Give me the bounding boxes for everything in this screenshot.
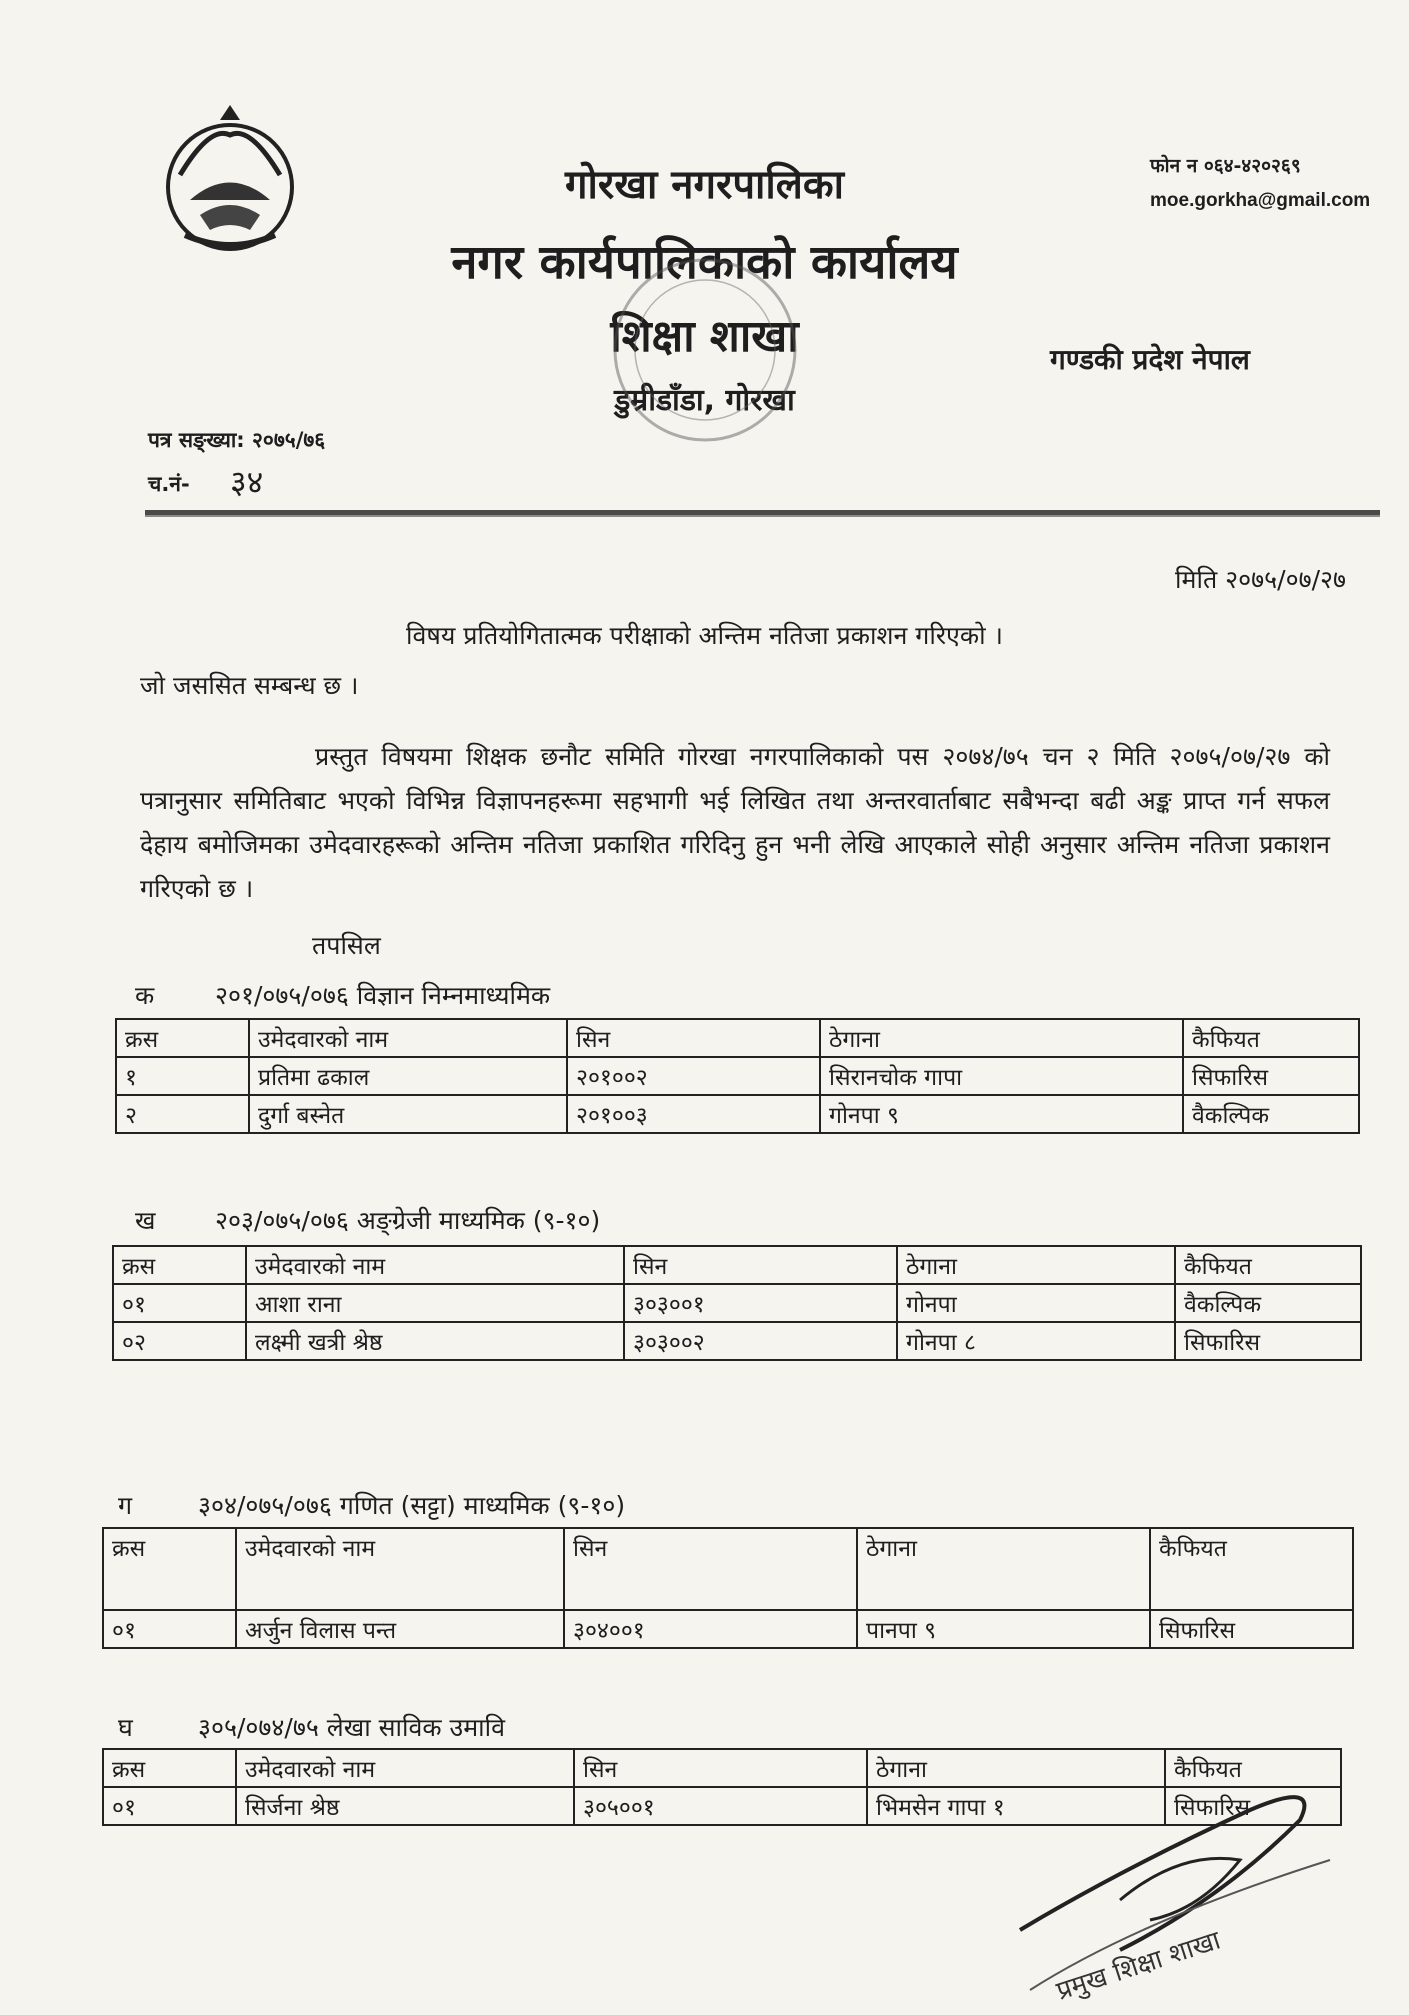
column-header: क्रस: [103, 1749, 236, 1787]
section-letter: घ: [118, 1713, 133, 1742]
chalani-label: च.नं-: [148, 472, 190, 496]
table-row: [113, 1322, 1361, 1360]
cell: २०१००३: [567, 1095, 820, 1133]
section-letter: ग: [118, 1491, 133, 1520]
table-row: [116, 1095, 1359, 1133]
office-title: नगर कार्यपालिकाको कार्यालय: [451, 235, 958, 290]
column-header: सिन: [564, 1528, 857, 1610]
cell: ३०५००१: [574, 1787, 867, 1825]
phone-number: फोन न ०६४-४२०२६९: [1150, 155, 1301, 177]
table-header-row: [113, 1246, 1361, 1284]
column-header: कैफियत: [1150, 1528, 1353, 1610]
cell: गोनपा ९: [820, 1095, 1183, 1133]
section-title: ३०५/०७४/७५ लेखा साविक उमावि: [198, 1713, 506, 1742]
column-header: उमेदवारको नाम: [236, 1528, 564, 1610]
details-heading: तपसिल: [312, 931, 381, 960]
office-location: डुम्रीडाँडा, गोरखा: [614, 383, 795, 418]
cell: लक्ष्मी खत्री श्रेष्ठ: [246, 1322, 624, 1360]
cell: प्रतिमा ढकाल: [249, 1057, 567, 1095]
table-row: [113, 1284, 1361, 1322]
cell: सिफारिस: [1183, 1057, 1359, 1095]
province-name: गण्डकी प्रदेश नेपाल: [1050, 343, 1250, 376]
section-letter: क: [135, 981, 155, 1010]
results-table: [115, 1018, 1360, 1134]
column-header: ठेगाना: [857, 1528, 1150, 1610]
header-divider: [145, 510, 1380, 517]
section-title: २०३/०७५/०७६ अङ्ग्रेजी माध्यमिक (९-१०): [215, 1206, 601, 1235]
section-title: २०१/०७५/०७६ विज्ञान निम्नमाध्यमिक: [215, 981, 551, 1010]
column-header: उमेदवारको नाम: [249, 1019, 567, 1057]
cell: भिमसेन गापा १: [867, 1787, 1165, 1825]
letter-subject: विषय प्रतियोगितात्मक परीक्षाको अन्तिम नतिजा प्रकाशन गरिएको ।: [406, 621, 1003, 650]
cell: सिफारिस: [1150, 1610, 1353, 1648]
column-header: उमेदवारको नाम: [246, 1246, 624, 1284]
column-header: क्रस: [116, 1019, 249, 1057]
email-address: moe.gorkha@gmail.com: [1150, 190, 1371, 211]
table-header-row: [116, 1019, 1359, 1057]
letter-body: प्रस्तुत विषयमा शिक्षक छनौट समिति गोरखा नगरपालिकाको पस २०७४/७५ चन २ मिति २०७५/०७/२७ को पत्रानुसार समितिबाट भएको विभिन्न विज्ञापनहरूमा सहभागी भई लिखित तथा अन्तरवार्ताबाट सबैभन्दा बढी अङ्क प्राप्त गर्न सफल देहाय बमोजिमका उमेदवारहरूको अन्तिम नतिजा प्रकाशित गरिदिनु हुन भनी लेखि आएकाले सोही अनुसार अन्तिम नतिजा प्रकाशन गरिएको छ ।: [140, 742, 1330, 903]
cell: सिरानचोक गापा: [820, 1057, 1183, 1095]
office-name: गोरखा नगरपालिका: [565, 162, 844, 208]
section-heading: [135, 1203, 600, 1237]
column-header: ठेगाना: [867, 1749, 1165, 1787]
column-header: उमेदवारको नाम: [236, 1749, 574, 1787]
letter-date: मिति २०७५/०७/२७: [1175, 565, 1346, 594]
office-stamp-icon: [590, 250, 820, 450]
section-letter: ख: [135, 1206, 156, 1235]
signature-stamp-icon: [1000, 1750, 1360, 2015]
cell: वैकल्पिक: [1175, 1284, 1361, 1322]
section-heading: [135, 978, 550, 1012]
section-heading: [118, 1710, 505, 1744]
cell: सिफारिस: [1165, 1787, 1341, 1825]
cell: गोनपा: [897, 1284, 1175, 1322]
cell: ०१: [103, 1610, 236, 1648]
cell: ०२: [113, 1322, 246, 1360]
cell: ३०४००१: [564, 1610, 857, 1648]
chalani-number: ३४: [230, 463, 264, 501]
cell: वैकल्पिक: [1183, 1095, 1359, 1133]
column-header: कैफियत: [1165, 1749, 1341, 1787]
column-header: सिन: [574, 1749, 867, 1787]
cell: ०१: [103, 1787, 236, 1825]
table-row: [103, 1610, 1353, 1648]
cell: पानपा ९: [857, 1610, 1150, 1648]
section-title: ३०४/०७५/०७६ गणित (सट्टा) माध्यमिक (९-१०): [198, 1491, 626, 1520]
cell: १: [116, 1057, 249, 1095]
cell: दुर्गा बस्नेत: [249, 1095, 567, 1133]
cell: ३०३००२: [624, 1322, 897, 1360]
column-header: कैफियत: [1183, 1019, 1359, 1057]
cell: गोनपा ८: [897, 1322, 1175, 1360]
cell: सिर्जना श्रेष्ठ: [236, 1787, 574, 1825]
cell: आशा राना: [246, 1284, 624, 1322]
column-header: क्रस: [103, 1528, 236, 1610]
cell: २०१००२: [567, 1057, 820, 1095]
column-header: ठेगाना: [897, 1246, 1175, 1284]
cell: ३०३००१: [624, 1284, 897, 1322]
cell: अर्जुन विलास पन्त: [236, 1610, 564, 1648]
table-header-row: [103, 1528, 1353, 1610]
salutation: जो जससित सम्बन्ध छ ।: [140, 671, 359, 700]
signature-stamp-text: प्रमुख शिक्षा शाखा: [1052, 1925, 1225, 2007]
results-table: [112, 1245, 1362, 1361]
cell: सिफारिस: [1175, 1322, 1361, 1360]
cell: २: [116, 1095, 249, 1133]
column-header: सिन: [567, 1019, 820, 1057]
column-header: सिन: [624, 1246, 897, 1284]
letter-number: पत्र सङ्ख्या: २०७५/७६: [148, 428, 326, 452]
department-name: शिक्षा शाखा: [610, 311, 799, 362]
column-header: क्रस: [113, 1246, 246, 1284]
cell: ०१: [113, 1284, 246, 1322]
column-header: कैफियत: [1175, 1246, 1361, 1284]
column-header: ठेगाना: [820, 1019, 1183, 1057]
results-table: [102, 1527, 1354, 1649]
table-row: [116, 1057, 1359, 1095]
section-heading: [118, 1488, 625, 1522]
